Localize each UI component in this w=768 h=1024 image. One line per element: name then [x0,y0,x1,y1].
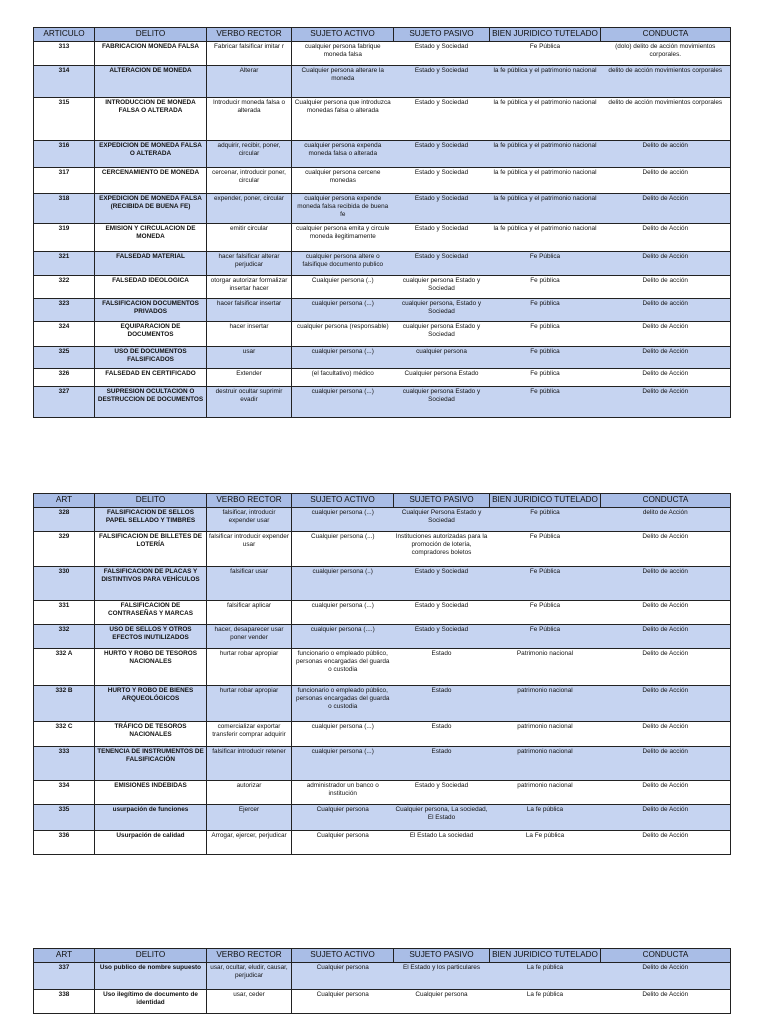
crime-cell: FALSIFICACION DE SELLOS PAPEL SELLADO Y TIMBRES [95,508,207,532]
legal-good-cell: La Fe pública [490,831,601,855]
article-cell: 332 B [34,686,95,722]
conduct-cell: (dolo) delito de acción movimientos corporales. [601,42,731,66]
legal-good-cell: Fe pública [490,347,601,369]
legal-good-cell: La fe pública [490,990,601,1014]
table-row [34,387,731,418]
passive-subject-cell: Estado [394,747,490,781]
verb-cell: Extender [207,369,292,387]
table-row [34,347,731,369]
verb-cell: cercenar, introducir poner, circular [207,168,292,194]
conduct-cell: delito de acción movimientos corporales [601,98,731,141]
crime-cell: FALSIFICACION DE CONTRASEÑAS Y MARCAS [95,601,207,625]
verb-cell: falsificar aplicar [207,601,292,625]
table-row [34,141,731,168]
passive-subject-cell: Cualquier Persona Estado y Sociedad [394,508,490,532]
legal-good-cell: Fe pública [490,369,601,387]
legal-good-cell: Patrimonio nacional [490,649,601,686]
article-cell: 332 A [34,649,95,686]
active-subject-cell: cualquier persona (responsable) [292,322,394,347]
header-passive-subject: SUJETO PASIVO [394,949,490,963]
active-subject-cell: cualquier persona emita y circule moneda ilegitimamente [292,224,394,252]
conduct-cell: Delito de Acción [601,686,731,722]
crimes-table-1 [33,27,731,418]
active-subject-cell: cualquier persona (....) [292,625,394,649]
conduct-cell: Delito de Acción [601,625,731,649]
crime-cell: HURTO Y ROBO DE BIENES ARQUEOLÓGICOS [95,686,207,722]
legal-good-cell: la fe pública y el patrimonio nacional [490,168,601,194]
active-subject-cell: cualquier persona (...) [292,601,394,625]
table-row [34,508,731,532]
article-cell: 326 [34,369,95,387]
header-verb: VERBO RECTOR [207,494,292,508]
conduct-cell: Delito de Acción [601,601,731,625]
header-active-subject: SUJETO ACTIVO [292,949,394,963]
passive-subject-cell: Estado y Sociedad [394,625,490,649]
crime-cell: Uso publico de nombre supuesto [95,963,207,990]
active-subject-cell: administrador un banco o institución [292,781,394,805]
active-subject-cell: cualquier persona expende moneda falsa recibida de buena fe [292,194,394,224]
crime-cell: EQUIPARACION DE DOCUMENTOS [95,322,207,347]
table-row [34,532,731,567]
verb-cell: hacer falsificar alterar perjudicar [207,252,292,276]
crimes-table-3 [33,948,731,1014]
table-row [34,625,731,649]
article-cell: 338 [34,990,95,1014]
conduct-cell: Delito de Acción [601,252,731,276]
conduct-cell: Delito de Acción [601,963,731,990]
table-row [34,747,731,781]
active-subject-cell: cualquier persona (...) [292,722,394,747]
passive-subject-cell: Estado [394,722,490,747]
active-subject-cell: cualquier persona (...) [292,508,394,532]
active-subject-cell: Cualquier persona [292,963,394,990]
crimes-table-2 [33,493,731,855]
header-legal-good: BIEN JURIDICO TUTELADO [490,494,601,508]
header-conduct: CONDUCTA [601,949,731,963]
active-subject-cell: cualquier persona cercene monedas [292,168,394,194]
article-cell: 325 [34,347,95,369]
passive-subject-cell: Cualquier persona [394,990,490,1014]
legal-good-cell: la fe pública y el patrimonio nacional [490,66,601,98]
verb-cell: hacer, desaparecer usar poner vender [207,625,292,649]
conduct-cell: Delito de Acción [601,194,731,224]
table-row [34,781,731,805]
conduct-cell: Delito de Acción [601,831,731,855]
crime-cell: Uso ilegítimo de documento de identidad [95,990,207,1014]
conduct-cell: Delito de acción [601,168,731,194]
legal-good-cell: patrimonio nacional [490,686,601,722]
passive-subject-cell: Estado y Sociedad [394,781,490,805]
verb-cell: adquirir, recibir, poner, circular [207,141,292,168]
table-row [34,224,731,252]
verb-cell: destruir ocultar suprimir evadir [207,387,292,418]
crime-cell: USO DE SELLOS Y OTROS EFECTOS INUTILIZADOS [95,625,207,649]
verb-cell: Arrogar, ejercer, perjudicar [207,831,292,855]
table-row [34,686,731,722]
passive-subject-cell: Estado [394,649,490,686]
legal-good-cell: Fe Pública [490,625,601,649]
table-header-row [34,28,731,42]
passive-subject-cell: cualquier persona Estado y Sociedad [394,322,490,347]
crime-cell: FALSEDAD EN CERTIFICADO [95,369,207,387]
header-active-subject: SUJETO ACTIVO [292,28,394,42]
crime-cell: usurpación de funciones [95,805,207,831]
passive-subject-cell: Cualquier persona Estado [394,369,490,387]
active-subject-cell: cualquier persona (...) [292,747,394,781]
active-subject-cell: cualquier persona (...) [292,387,394,418]
active-subject-cell: Cualquier persona [292,990,394,1014]
crime-cell: Usurpación de calidad [95,831,207,855]
article-cell: 322 [34,276,95,299]
article-cell: 317 [34,168,95,194]
table-row [34,252,731,276]
header-passive-subject: SUJETO PASIVO [394,28,490,42]
header-active-subject: SUJETO ACTIVO [292,494,394,508]
header-article: ARTICULO [34,28,95,42]
legal-good-cell: patrimonio nacional [490,747,601,781]
crime-cell: USO DE DOCUMENTOS FALSIFICADOS [95,347,207,369]
verb-cell: Alterar [207,66,292,98]
conduct-cell: Delito de Acción [601,347,731,369]
verb-cell: usar, ceder [207,990,292,1014]
crime-cell: EMISION Y CIRCULACION DE MONEDA [95,224,207,252]
active-subject-cell: Cualquier persona que introduzca monedas falsa o alterada [292,98,394,141]
legal-good-cell: la fe pública y el patrimonio nacional [490,141,601,168]
verb-cell: usar, ocultar, eludir, causar, perjudicar [207,963,292,990]
table-row [34,601,731,625]
conduct-cell: Delito de Acción [601,322,731,347]
article-cell: 331 [34,601,95,625]
passive-subject-cell: Estado y Sociedad [394,224,490,252]
article-cell: 323 [34,299,95,322]
crime-cell: HURTO Y ROBO DE TESOROS NACIONALES [95,649,207,686]
conduct-cell: delito de acción movimientos corporales [601,66,731,98]
passive-subject-cell: Estado [394,686,490,722]
article-cell: 332 [34,625,95,649]
legal-good-cell: Fe Pública [490,252,601,276]
crime-cell: FALSIFICACION DE PLACAS Y DISTINTIVOS PARA VEHÍCULOS [95,567,207,601]
passive-subject-cell: Estado y Sociedad [394,252,490,276]
active-subject-cell: cualquier persona expenda moneda falsa o alterada [292,141,394,168]
active-subject-cell: Cualquier persona alterare la moneda [292,66,394,98]
table-row [34,42,731,66]
legal-good-cell: Fe Pública [490,601,601,625]
passive-subject-cell: cualquier persona Estado y Sociedad [394,276,490,299]
crime-cell: TENENCIA DE INSTRUMENTOS DE FALSIFICACIÓN [95,747,207,781]
table-row [34,194,731,224]
conduct-cell: Delito de Acción [601,805,731,831]
verb-cell: usar [207,347,292,369]
table-row [34,369,731,387]
article-cell: 316 [34,141,95,168]
passive-subject-cell: El Estado La sociedad [394,831,490,855]
header-article: ART [34,494,95,508]
header-crime: DELITO [95,949,207,963]
passive-subject-cell: Estado y Sociedad [394,98,490,141]
active-subject-cell: Cualquier persona [292,805,394,831]
article-cell: 315 [34,98,95,141]
article-cell: 335 [34,805,95,831]
conduct-cell: Delito de Acción [601,722,731,747]
legal-good-cell: Fe pública [490,322,601,347]
verb-cell: hurtar robar apropiar [207,649,292,686]
crime-cell: FALSIFICACION DOCUMENTOS PRIVADOS [95,299,207,322]
table-header-row [34,494,731,508]
passive-subject-cell: cualquier persona, Estado y Sociedad [394,299,490,322]
article-cell: 329 [34,532,95,567]
passive-subject-cell: Cualquier persona, La sociedad, El Estado [394,805,490,831]
article-cell: 314 [34,66,95,98]
active-subject-cell: Cualquier persona (...) [292,532,394,567]
conduct-cell: Delito de acción [601,141,731,168]
conduct-cell: Delito de acción [601,567,731,601]
conduct-cell: Delito de Acción [601,532,731,567]
article-cell: 327 [34,387,95,418]
article-cell: 324 [34,322,95,347]
crime-cell: FALSIFICACION DE BILLETES DE LOTERÍA [95,532,207,567]
table-row [34,66,731,98]
passive-subject-cell: Estado y Sociedad [394,141,490,168]
conduct-cell: Delito de Acción [601,224,731,252]
article-cell: 319 [34,224,95,252]
verb-cell: falsificar introducir retener [207,747,292,781]
conduct-cell: Delito de acción [601,747,731,781]
table-row [34,322,731,347]
header-passive-subject: SUJETO PASIVO [394,494,490,508]
passive-subject-cell: Estado y Sociedad [394,567,490,601]
article-cell: 337 [34,963,95,990]
legal-good-cell: Fe pública [490,276,601,299]
table-row [34,276,731,299]
article-cell: 328 [34,508,95,532]
table-header-row [34,949,731,963]
crime-cell: EXPEDICION DE MONEDA FALSA (RECIBIDA DE BUENA FE) [95,194,207,224]
verb-cell: Introducir moneda falsa o alterada [207,98,292,141]
crime-cell: CERCENAMIENTO DE MONEDA [95,168,207,194]
passive-subject-cell: Estado y Sociedad [394,194,490,224]
article-cell: 333 [34,747,95,781]
verb-cell: expender, poner, circular [207,194,292,224]
verb-cell: falsificar introducir expender usar [207,532,292,567]
verb-cell: comercializar exportar transferir comprar adquirir [207,722,292,747]
active-subject-cell: cualquier persona altere o falsifique documento publico [292,252,394,276]
crime-cell: EXPEDICION DE MONEDA FALSA O ALTERADA [95,141,207,168]
verb-cell: falsificar, introducir expender usar [207,508,292,532]
active-subject-cell: cualquier persona (...) [292,347,394,369]
crime-cell: FALSEDAD MATERIAL [95,252,207,276]
verb-cell: Fabricar falsificar imitar r [207,42,292,66]
table-row [34,299,731,322]
legal-good-cell: patrimonio nacional [490,722,601,747]
legal-good-cell: La fe pública [490,963,601,990]
article-cell: 330 [34,567,95,601]
article-cell: 336 [34,831,95,855]
verb-cell: autorizar [207,781,292,805]
table-row [34,98,731,141]
conduct-cell: Delito de Acción [601,649,731,686]
article-cell: 321 [34,252,95,276]
table-row [34,649,731,686]
verb-cell: emitir circular [207,224,292,252]
crime-cell: TRÁFICO DE TESOROS NACIONALES [95,722,207,747]
header-crime: DELITO [95,494,207,508]
legal-good-cell: Fe pública [490,387,601,418]
verb-cell: hacer falsificar insertar [207,299,292,322]
passive-subject-cell: Estado y Sociedad [394,168,490,194]
legal-good-cell: patrimonio nacional [490,781,601,805]
table-row [34,990,731,1014]
table-row [34,963,731,990]
header-legal-good: BIEN JURIDICO TUTELADO [490,28,601,42]
legal-good-cell: Fe pública [490,508,601,532]
legal-good-cell: Fe Pública [490,42,601,66]
crime-cell: FALSEDAD IDEOLOGICA [95,276,207,299]
table-row [34,831,731,855]
legal-good-cell: Fe pública [490,299,601,322]
table-row [34,567,731,601]
active-subject-cell: funcionario o empleado público, personas encargadas del guarda o custodia [292,649,394,686]
active-subject-cell: Cualquier persona (..) [292,276,394,299]
table-row [34,805,731,831]
active-subject-cell: cualquier persona fabrique moneda falsa [292,42,394,66]
legal-good-cell: la fe pública y el patrimonio nacional [490,98,601,141]
conduct-cell: delito de Acción [601,508,731,532]
verb-cell: Ejercer [207,805,292,831]
crime-cell: EMISIONES INDEBIDAS [95,781,207,805]
conduct-cell: Delito de Acción [601,990,731,1014]
conduct-cell: Delito de Acción [601,369,731,387]
passive-subject-cell: Estado y Sociedad [394,66,490,98]
article-cell: 334 [34,781,95,805]
table-row [34,722,731,747]
passive-subject-cell: Instituciones autorizadas para la promoción de lotería, compradores boletos [394,532,490,567]
passive-subject-cell: cualquier persona [394,347,490,369]
article-cell: 318 [34,194,95,224]
conduct-cell: Delito de acción [601,276,731,299]
active-subject-cell: Cualquier persona [292,831,394,855]
crime-cell: FABRICACION MONEDA FALSA [95,42,207,66]
legal-good-cell: la fe pública y el patrimonio nacional [490,224,601,252]
header-conduct: CONDUCTA [601,494,731,508]
passive-subject-cell: Estado y Sociedad [394,42,490,66]
header-verb: VERBO RECTOR [207,949,292,963]
legal-good-cell: Fe Pública [490,532,601,567]
legal-good-cell: la fe pública y el patrimonio nacional [490,194,601,224]
verb-cell: hurtar robar apropiar [207,686,292,722]
passive-subject-cell: El Estado y los particulares [394,963,490,990]
conduct-cell: Delito de Acción [601,781,731,805]
header-conduct: CONDUCTA [601,28,731,42]
conduct-cell: Delito de acción [601,299,731,322]
verb-cell: falsificar usar [207,567,292,601]
legal-good-cell: Fe Pública [490,567,601,601]
active-subject-cell: cualquier persona (...) [292,299,394,322]
header-verb: VERBO RECTOR [207,28,292,42]
crime-cell: ALTERACION DE MONEDA [95,66,207,98]
header-crime: DELITO [95,28,207,42]
active-subject-cell: (el facultativo) médico [292,369,394,387]
legal-good-cell: La fe pública [490,805,601,831]
header-article: ART [34,949,95,963]
crime-cell: INTRODUCCION DE MONEDA FALSA O ALTERADA [95,98,207,141]
conduct-cell: Delito de Acción [601,387,731,418]
passive-subject-cell: Estado y Sociedad [394,601,490,625]
verb-cell: otorgar autorizar formalizar insertar hacer [207,276,292,299]
crime-cell: SUPRESION OCULTACION O DESTRUCCION DE DOCUMENTOS [95,387,207,418]
active-subject-cell: funcionario o empleado público, personas encargadas del guarda o custodia [292,686,394,722]
verb-cell: hacer insertar [207,322,292,347]
table-row [34,168,731,194]
header-legal-good: BIEN JURIDICO TUTELADO [490,949,601,963]
article-cell: 332 C [34,722,95,747]
active-subject-cell: cualquier persona (..) [292,567,394,601]
passive-subject-cell: cualquier persona Estado y Sociedad [394,387,490,418]
article-cell: 313 [34,42,95,66]
